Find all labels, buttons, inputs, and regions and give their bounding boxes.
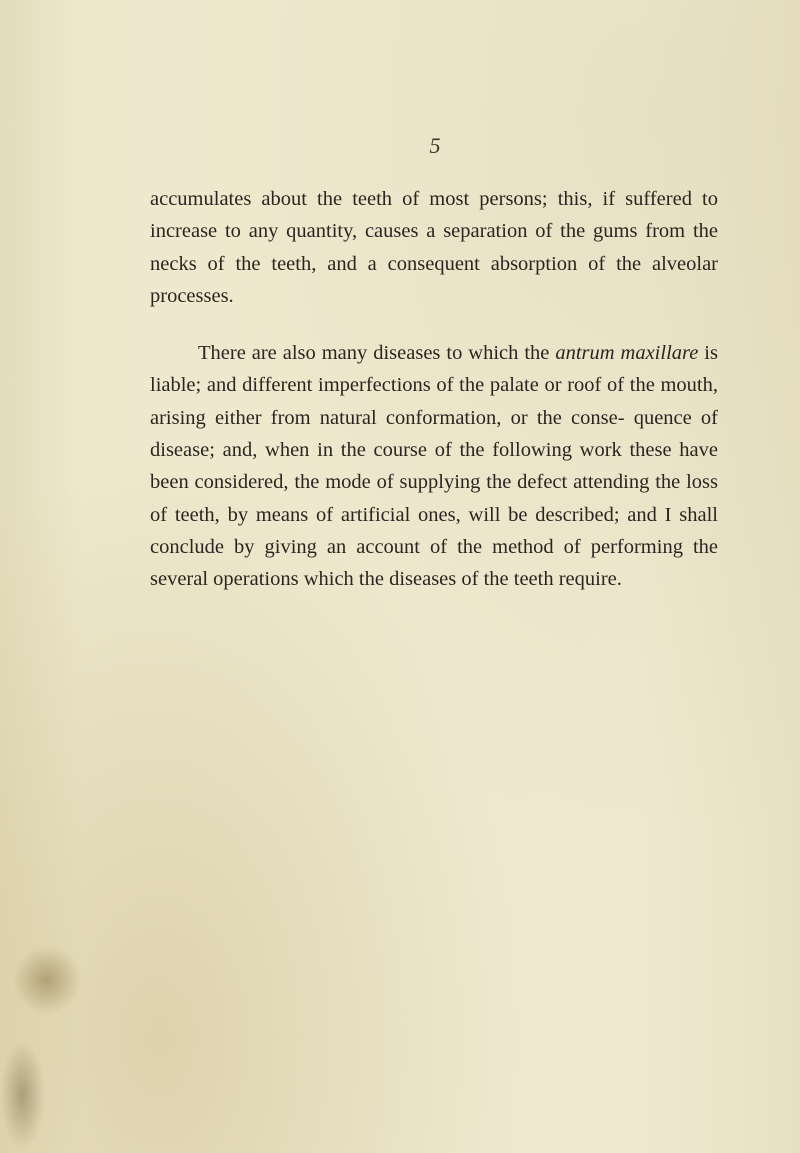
page-number: 5 [429,133,441,158]
paragraph-2-rest: is liable; and different imperfections of the palate or roof of the mouth, arising either from natural conformation, or the conse- quence of disease; and, when in the course of the following work these have been considered, the mode of supplying the defect attending the loss of teeth, by means of artificial ones, will be described; and I shall conclude by giving an account of the method of performing the several operations which the diseases of the teeth require. [150,342,718,591]
italic-term: antrum maxillare [555,342,699,365]
paragraph-2 [150,337,718,595]
paragraph-1: accumulates about the teeth of most persons; this, if suffered to increase to any quantity, causes a separation of the gums from the necks of the teeth, and a consequent absorption of the alveolar processes. [150,188,718,307]
page-stain [0,1040,45,1150]
page-stain [12,945,82,1015]
body-text [150,183,718,596]
paragraph-2-start: There are also many diseases to which the [198,342,556,365]
